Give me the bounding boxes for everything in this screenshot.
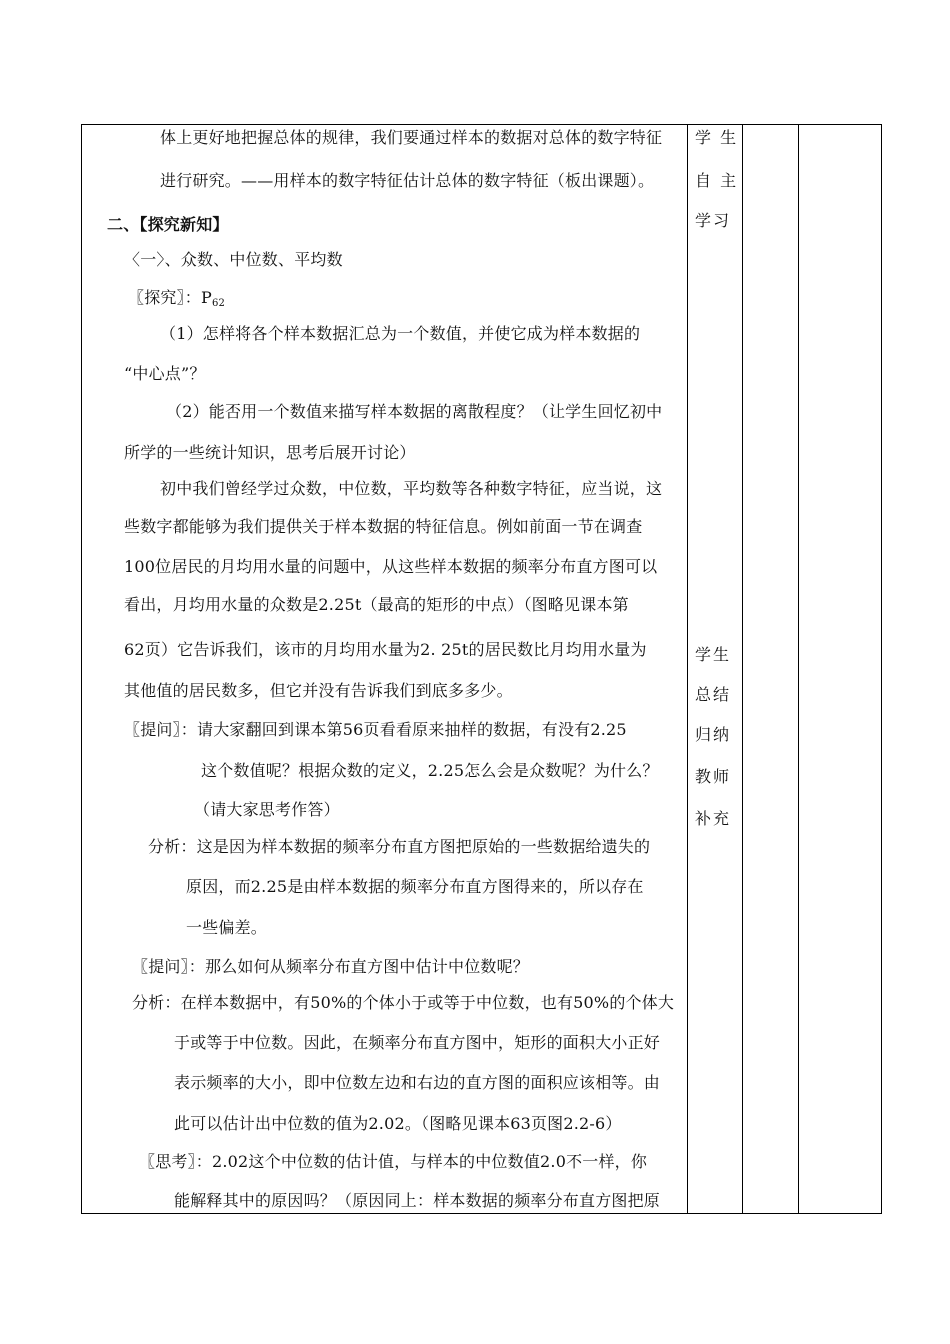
think-line: 〖思考〗：2.02这个中位数的估计值，与样本的中位数值2.0不一样，你 [139,1152,648,1171]
student-activity-label: 学生 [695,645,732,664]
explore-label: 〖探究〗：$P_{62}$ [128,288,226,309]
student-activity-label: 学习 [695,211,732,230]
subsection-heading: 〈一〉、众数、中位数、平均数 [124,250,343,269]
content-line: 100位居民的月均用水量的问题中，从这些样本数据的频率分布直方图可以 [124,557,658,576]
student-activity-label: 学 生 [695,128,739,147]
content-line: 这个数值呢？根据众数的定义，2.25怎么会是众数呢？为什么？ [201,761,659,780]
question-line: 〖提问〗：那么如何从频率分布直方图中估计中位数呢？ [132,957,530,976]
student-activity-label: 自 主 [695,171,739,190]
content-line: 62页）它告诉我们，该市的月均用水量为2. 25t的居民数比月均用水量为 [124,640,647,659]
content-line: 原因，而2.25是由样本数据的频率分布直方图得来的，所以存在 [186,877,644,896]
page-subscript: 62 [211,298,226,309]
content-line: 体上更好地把握总体的规律，我们要通过样本的数据对总体的数字特征 [160,128,663,147]
analysis-line: 分析：在样本数据中，有50%的个体小于或等于中位数，也有50%的个体大 [132,993,675,1012]
student-activity-label: 归纳 [695,725,732,744]
content-line: 其他值的居民数多，但它并没有告诉我们到底多多少。 [124,681,513,700]
content-line: 于或等于中位数。因此，在频率分布直方图中，矩形的面积大小正好 [174,1033,661,1052]
teacher-activity-label: 教师 [695,767,732,786]
content-line: 些数字都能够为我们提供关于样本数据的特征信息。例如前面一节在调查 [124,517,643,536]
content-line: “中心点”？ [124,364,206,383]
content-line: 表示频率的大小，即中位数左边和右边的直方图的面积应该相等。由 [174,1073,661,1092]
student-activity-label: 总结 [695,685,732,704]
teaching-content-column [82,125,687,1213]
content-line: 进行研究。——用样本的数字特征估计总体的数字特征（板出课题）。 [160,171,655,190]
column-divider [742,125,743,1213]
content-line: 所学的一些统计知识，思考后展开讨论） [124,443,416,462]
content-line: 初中我们曾经学过众数，中位数，平均数等各种数字特征，应当说，这 [160,479,663,498]
analysis-line: 分析：这是因为样本数据的频率分布直方图把原始的一些数据给遗失的 [148,837,651,856]
content-line: （2）能否用一个数值来描写样本数据的离散程度？（让学生回忆初中 [166,402,663,421]
column-divider [687,125,688,1213]
lesson-plan-table [81,124,882,1214]
content-line: （1）怎样将各个样本数据汇总为一个数值，并使它成为样本数据的 [160,324,641,343]
teacher-activity-label: 补充 [695,809,732,828]
content-line: （请大家思考作答） [194,800,340,819]
content-line: 此可以估计出中位数的值为2.02。（图略见课本63页图2.2-6） [174,1114,622,1133]
column-divider [798,125,799,1213]
section-heading: 二、【探究新知】 [107,215,229,234]
content-line: 一些偏差。 [186,918,268,937]
question-line: 〖提问〗：请大家翻回到课本第56页看看原来抽样的数据，有没有2.25 [124,720,627,739]
content-line: 看出，月均用水量的众数是2.25t（最高的矩形的中点）（图略见课本第 [124,595,629,614]
content-line: 能解释其中的原因吗？（原因同上：样本数据的频率分布直方图把原 [174,1191,661,1210]
